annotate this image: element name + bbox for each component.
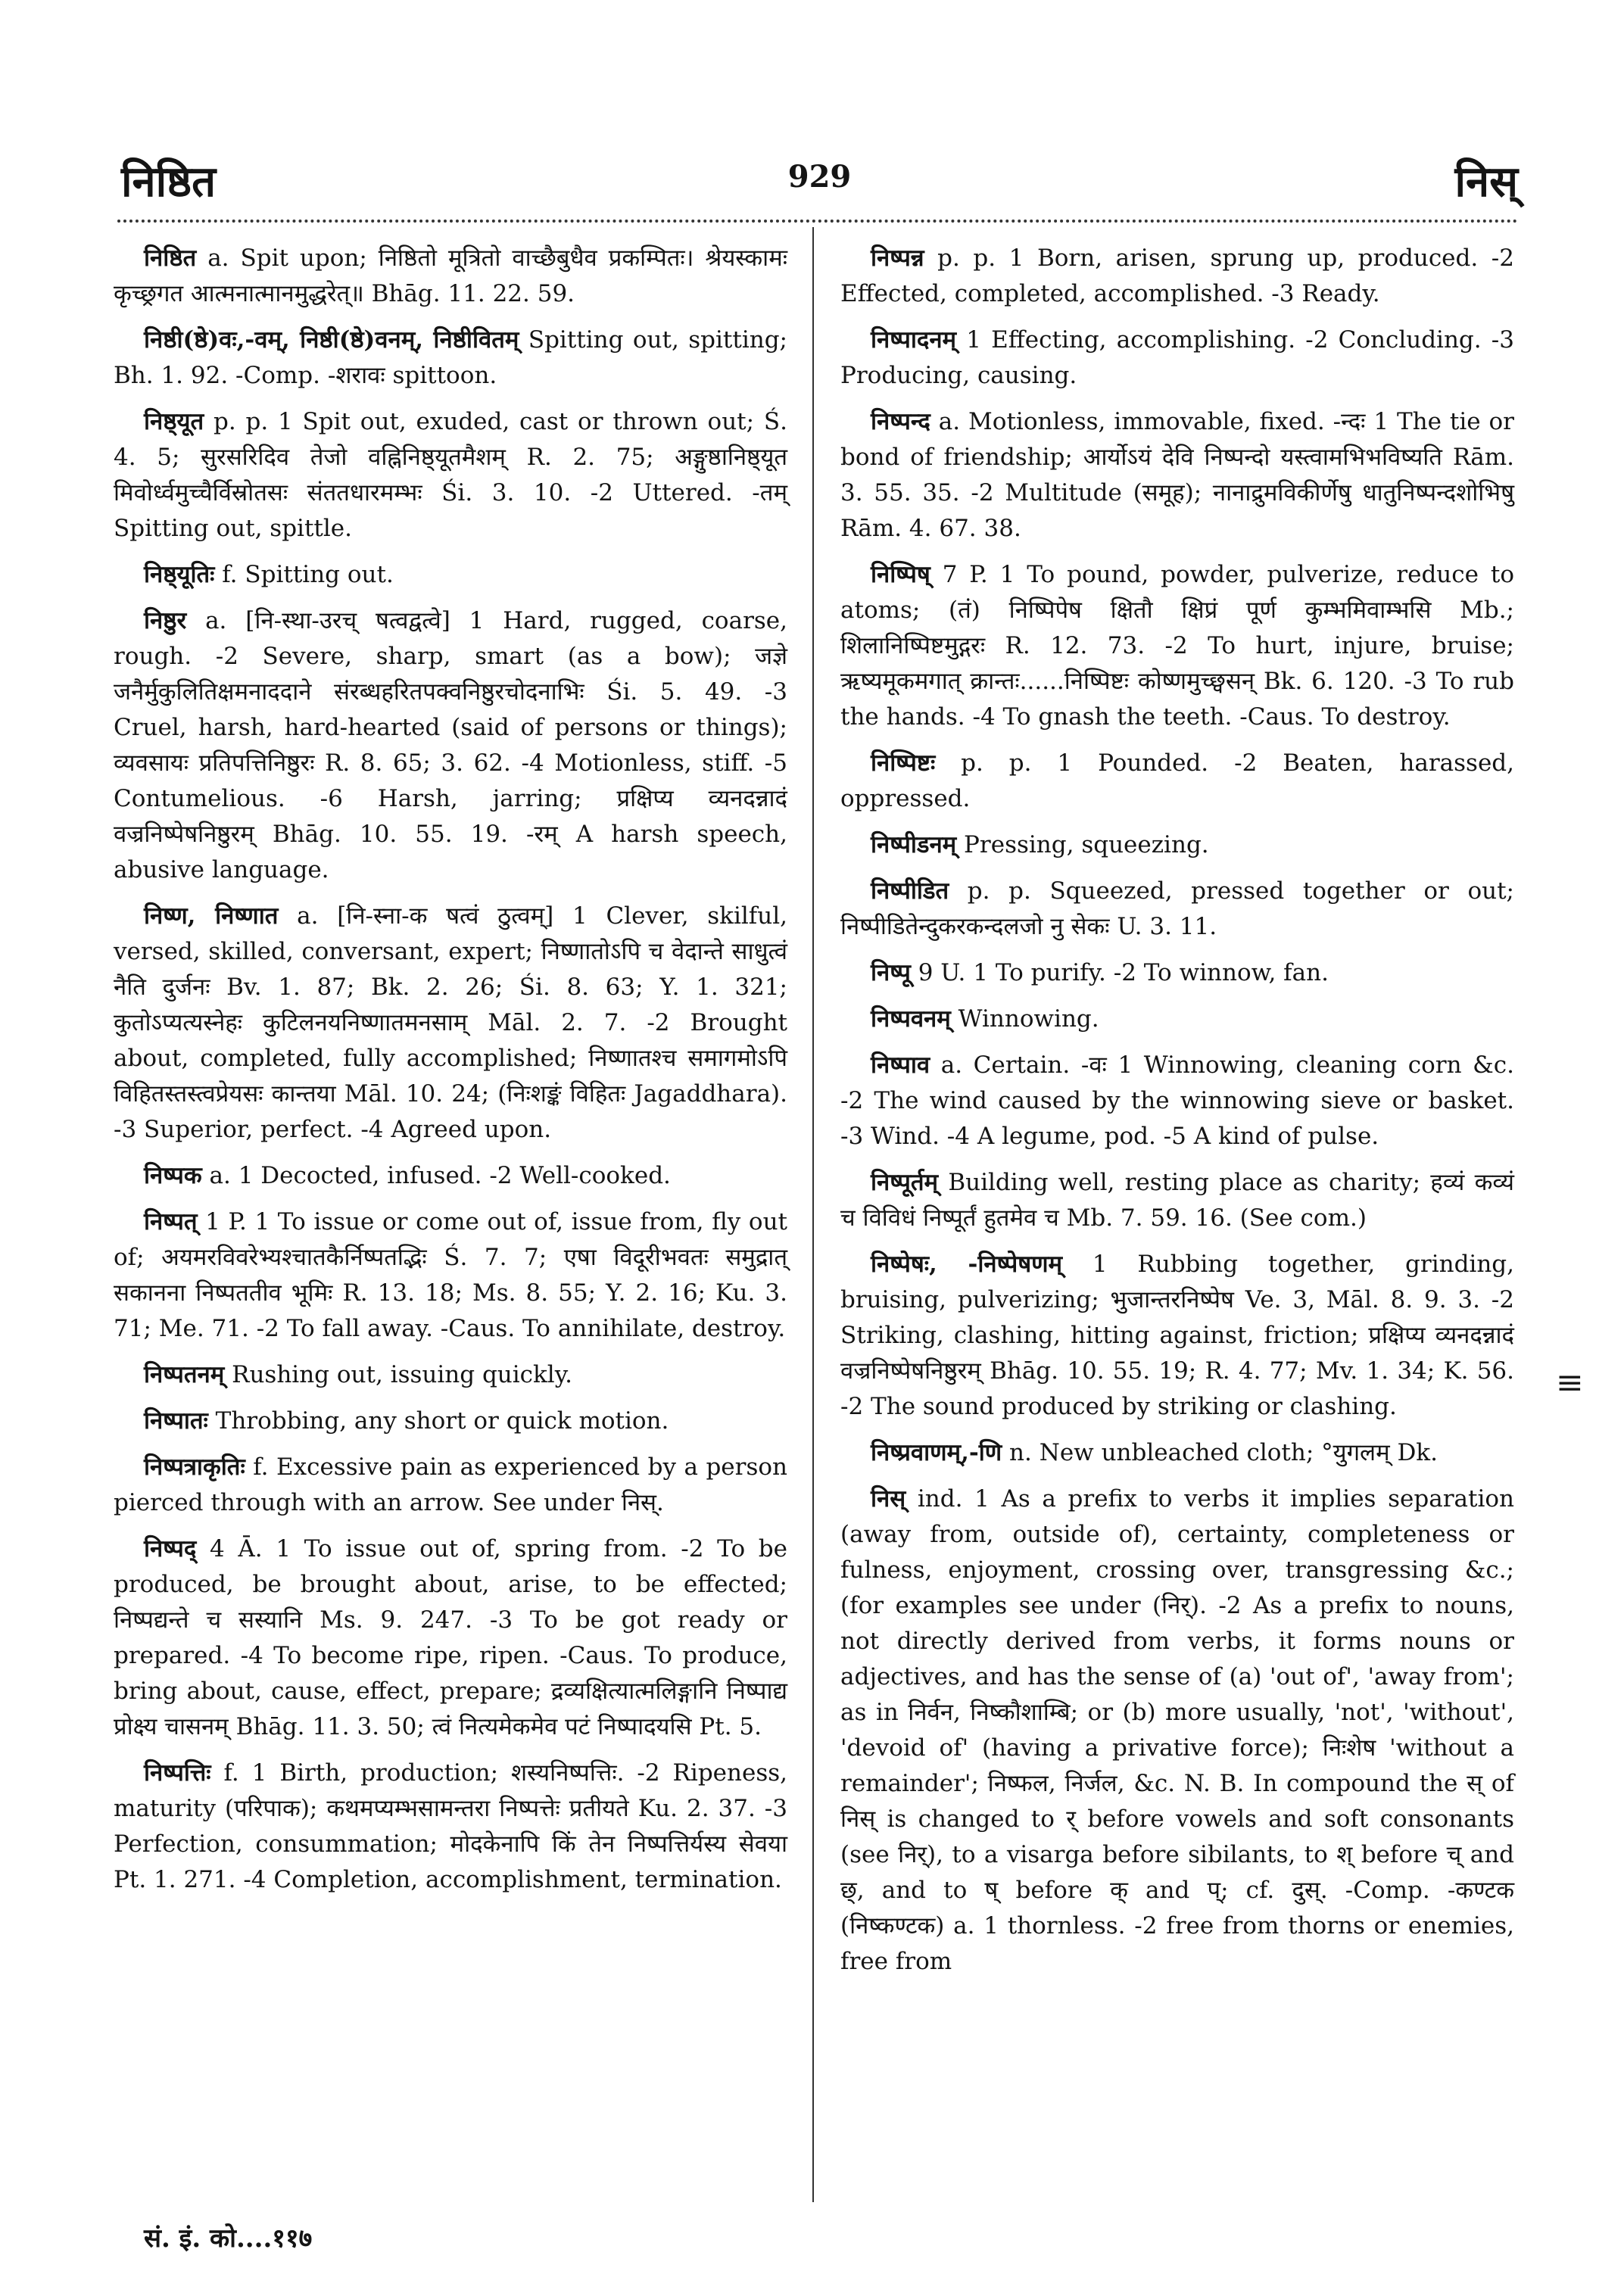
entry-definition: f. Spitting out. bbox=[222, 561, 394, 588]
entry-headword: निष्पन्द bbox=[871, 408, 930, 435]
entry-headword: निष्ठ्यूतिः bbox=[144, 561, 215, 588]
dictionary-entry bbox=[840, 1481, 1514, 1980]
entry-headword: निष्पन्न bbox=[871, 245, 924, 272]
entry-definition: f. Excessive pain as experienced by a person pierced through with an arrow. See under निस्. bbox=[114, 1453, 787, 1516]
entry-headword: निष्पू bbox=[871, 959, 911, 986]
entry-headword: निष्पीडित bbox=[871, 877, 949, 905]
dictionary-entry bbox=[114, 1756, 787, 1898]
dictionary-entry bbox=[840, 1247, 1514, 1425]
dictionary-entry bbox=[114, 603, 787, 888]
entry-definition: Winnowing. bbox=[958, 1005, 1099, 1033]
entry-headword: निष्पाव bbox=[871, 1051, 930, 1079]
dictionary-entry bbox=[114, 1158, 787, 1194]
entry-headword: निष्पवनम् bbox=[871, 1005, 951, 1033]
entry-definition: a. [नि-स्ना-क षत्वं ठुत्वम्] 1 Clever, skilful, versed, skilled, conversant, expert; निष्णातोऽपि च वेदान्ते साधुत्वं नैति दुर्जनः Bv. 1. 87; Bk. 2. 26; Śi. 8. 63; Y. 1. 321; कुतोऽप्यत्यस्नेहः कुटिलनयनिष्णातमनसाम् Māl. 2. 7. -2 Brought about, completed, fully accomplished; निष्णातश्च समागमोऽपि विहितस्तस्त्वप्रेयसः कान्तया Māl. 10. 24; (निःशङ्कं विहितः Jagaddhara). -3 Superior, perfect. -4 Agreed upon. bbox=[114, 902, 788, 1143]
dictionary-entry bbox=[114, 404, 787, 547]
entry-definition: Throbbing, any short or quick motion. bbox=[215, 1407, 669, 1435]
dictionary-entry bbox=[114, 557, 787, 593]
entry-definition: 7 P. 1 To pound, powder, pulverize, reduce to atoms; (तं) निष्पिपेष क्षितौ क्षिप्रं पूर्ण कुम्भमिवाम्भसि Mb.; शिलानिष्पिष्टमुद्गरः R. 12. 73. -2 To hurt, injure, bruise; ऋष्यमूकमगात् क्रान्तः......निष्पिष्टः कोष्णमुच्छ्वसन् Bk. 6. 120. -3 To rub the hands. -4 To gnash the teeth. -Caus. To destroy. bbox=[840, 561, 1514, 731]
entry-definition: p. p. 1 Pounded. -2 Beaten, harassed, oppressed. bbox=[840, 749, 1514, 812]
dictionary-entry bbox=[114, 322, 787, 394]
entry-definition: f. 1 Birth, production; शस्यनिष्पत्तिः. -2 Ripeness, maturity (परिपाक); कथमप्यम्भसामन्तरा निष्पत्तेः प्रतीयते Ku. 2. 37. -3 Perfection, consummation; मोदकेनापि किं तेन निष्पत्तिर्यस्य सेवया Pt. 1. 271. -4 Completion, accomplishment, termination. bbox=[114, 1759, 787, 1893]
dictionary-entry bbox=[840, 1002, 1514, 1037]
entry-headword: निष्पेषः, -निष्पेषणम् bbox=[871, 1251, 1063, 1278]
dictionary-entry bbox=[114, 1450, 787, 1521]
entry-definition: a. 1 Decocted, infused. -2 Well-cooked. bbox=[209, 1162, 671, 1189]
entry-definition: ind. 1 As a prefix to verbs it implies separation (away from, outside of), certainty, completeness or fulness, enjoyment, crossing over, transgressing &c.; (for examples see under (निर्). -2 As a prefix to nouns, not directly derived from verbs, it forms nouns or adjectives, and has the sense of (a) 'out of', 'away from'; as in निर्वन, निष्कौशाम्बि; or (b) more usually, 'not', 'without', 'devoid of' (having a privative force); निःशेष 'without a remainder'; निष्फल, निर्जल, &c. N. B. In compound the स् of निस् is changed to र् before vowels and soft consonants (see निर्), to a visarga before sibilants, to श् before च् and छ्, and to ष् before क् and प्; cf. दुस्. -Comp. -कण्टक (निष्कण्टक) a. 1 thornless. -2 free from thorns or enemies, free from bbox=[840, 1485, 1514, 1975]
dictionary-entry bbox=[114, 1404, 787, 1439]
dictionary-entry bbox=[840, 1048, 1514, 1154]
entry-definition: Rushing out, issuing quickly. bbox=[232, 1361, 572, 1388]
dictionary-entry bbox=[840, 874, 1514, 945]
entry-headword: निष्पादनम् bbox=[871, 326, 957, 354]
entry-headword: निष्पूर्तम् bbox=[871, 1169, 939, 1196]
header-rule bbox=[117, 220, 1518, 223]
entry-headword: निष्पक bbox=[144, 1162, 202, 1189]
page-number: 929 bbox=[787, 159, 852, 195]
thumb-index-icon: ≡ bbox=[1556, 1363, 1584, 1402]
dictionary-entry bbox=[114, 241, 787, 312]
entry-headword: निष्पातः bbox=[144, 1407, 208, 1435]
signature-mark: सं. इं. को....११७ bbox=[144, 2223, 313, 2254]
entry-definition: 1 Effecting, accomplishing. -2 Concluding. -3 Producing, causing. bbox=[840, 326, 1514, 389]
dictionary-entry bbox=[840, 1435, 1514, 1471]
column-divider bbox=[812, 227, 814, 2202]
right-column bbox=[840, 241, 1514, 1990]
entry-headword: निष्पिष् bbox=[871, 561, 930, 588]
entry-headword: निष्पतनम् bbox=[144, 1361, 225, 1388]
entry-definition: 1 Rubbing together, grinding, bruising, pulverizing; भुजान्तरनिष्पेष Ve. 3, Māl. 8. 9. 3. -2 Striking, clashing, hitting against, friction; प्रक्षिप्य व्यनदन्नादं वज्रनिष्पेषनिष्ठुरम् Bhāg. 10. 55. 19; R. 4. 77; Mv. 1. 34; K. 56. -2 The sound produced by striking or clashing. bbox=[840, 1251, 1515, 1420]
entry-definition: p. p. 1 Born, arisen, sprung up, produced. -2 Effected, completed, accomplished. -3 Ready. bbox=[840, 245, 1515, 307]
right-running-head: निस् bbox=[1454, 157, 1518, 207]
dictionary-entry bbox=[114, 1357, 787, 1393]
left-column bbox=[114, 241, 787, 1908]
entry-headword: निस् bbox=[871, 1485, 906, 1513]
entry-headword: निष्पत् bbox=[144, 1208, 198, 1235]
entry-definition: Building well, resting place as charity; हव्यं कव्यं च विविधं निष्पूर्तं हुतमेव च Mb. 7. 59. 16. (See com.) bbox=[840, 1169, 1515, 1232]
dictionary-entry bbox=[840, 955, 1514, 991]
entry-definition: a. Certain. -वः 1 Winnowing, cleaning corn &c. -2 The wind caused by the winnowing sieve or basket. -3 Wind. -4 A legume, pod. -5 A kind of pulse. bbox=[840, 1051, 1514, 1150]
entry-definition: Pressing, squeezing. bbox=[964, 831, 1209, 858]
entry-definition: Spitting out, spitting; Bh. 1. 92. -Comp. -शरावः spittoon. bbox=[114, 326, 787, 389]
entry-headword: निष्ण, निष्णात bbox=[144, 902, 279, 930]
entry-definition: a. Spit upon; निष्ठितो मूत्रितो वाच्छैबुधैव प्रकम्पितः। श्रेयस्कामः कृच्छ्रगत आत्मनात्मानमुद्धरेत्॥ Bhāg. 11. 22. 59. bbox=[114, 245, 787, 307]
entry-definition: 4 Ā. 1 To issue out of, spring from. -2 To be produced, be brought about, arise, to be effected; निष्पद्यन्ते च सस्यानि Ms. 9. 247. -3 To be got ready or prepared. -4 To become ripe, ripen. -Caus. To produce, bring about, cause, effect, prepare; द्रव्यक्षित्यात्मलिङ्गानि निष्पाद्य प्रोक्ष्य चासनम् Bhāg. 11. 3. 50; त्वं नित्यमेकमेव पटं निष्पादयसि Pt. 5. bbox=[114, 1535, 787, 1740]
dictionary-entry bbox=[840, 404, 1514, 547]
dictionary-entry bbox=[840, 557, 1514, 735]
dictionary-entry bbox=[840, 746, 1514, 817]
dictionary-entry bbox=[840, 322, 1514, 394]
entry-headword: निष्पीडनम् bbox=[871, 831, 957, 858]
entry-headword: निष्पत्राकृतिः bbox=[144, 1453, 245, 1481]
dictionary-entry bbox=[114, 1531, 787, 1745]
entry-headword: निष्प्रवाणम्,-णि bbox=[871, 1439, 1002, 1466]
dictionary-entry bbox=[840, 1165, 1514, 1236]
entry-definition: 1 P. 1 To issue or come out of, issue from, fly out of; अयमरविवरेभ्यश्चातकैर्निष्पतद्भिः Ś. 7. 7; एषा विदूरीभवतः समुद्रात् सकानना निष्पततीव भूमिः R. 13. 18; Ms. 8. 55; Y. 2. 16; Ku. 3. 71; Me. 71. -2 To fall away. -Caus. To annihilate, destroy. bbox=[114, 1208, 787, 1342]
entry-headword: निष्ठ्यूत bbox=[144, 408, 204, 435]
entry-headword: निष्ठुर bbox=[144, 607, 187, 634]
dictionary-entry bbox=[840, 241, 1514, 312]
left-running-head: निष्ठित bbox=[121, 157, 216, 207]
entry-headword: निष्पिष्टः bbox=[871, 749, 936, 777]
entry-definition: p. p. Squeezed, pressed together or out; निष्पीडितेन्दुकरकन्दलजो नु सेकः U. 3. 11. bbox=[840, 877, 1515, 940]
entry-headword: निष्पद् bbox=[144, 1535, 197, 1562]
entry-definition: n. New unbleached cloth; °युगलम् Dk. bbox=[1009, 1439, 1438, 1466]
dictionary-entry bbox=[114, 1204, 787, 1347]
entry-definition: 9 U. 1 To purify. -2 To winnow, fan. bbox=[918, 959, 1329, 986]
page-header bbox=[121, 151, 1518, 212]
entry-definition: a. [नि-स्था-उरच् षत्वद्वत्वे] 1 Hard, rugged, coarse, rough. -2 Severe, sharp, smart (as a bow); जज्ञे जनैर्मुकुलितिक्षमनाददाने संरब्धहरितपक्वनिष्ठुरचोदनाभिः Śi. 5. 49. -3 Cruel, harsh, hard-hearted (said of persons or things); व्यवसायः प्रतिपत्तिनिष्ठुरः R. 8. 65; 3. 62. -4 Motionless, stiff. -5 Contumelious. -6 Harsh, jarring; प्रक्षिप्य व्यनदन्नादं वज्रनिष्पेषनिष्ठुरम् Bhāg. 10. 55. 19. -रम् A harsh speech, abusive language. bbox=[114, 607, 788, 883]
entry-headword: निष्ठी(ष्ठे)वः,-वम्, निष्ठी(ष्ठे)वनम्, निष्ठीवितम् bbox=[144, 326, 519, 354]
dictionary-entry bbox=[114, 899, 787, 1148]
entry-headword: निष्पत्तिः bbox=[144, 1759, 211, 1787]
dictionary-entry bbox=[840, 827, 1514, 863]
entry-definition: p. p. 1 Spit out, exuded, cast or thrown out; Ś. 4. 5; सुरसरिदिव तेजो वह्निनिष्ठ्यूतमैशम् R. 2. 75; अङ्गुष्ठानिष्ठ्यूत मिवोर्ध्वमुच्चैर्विस्रोतसः संततधारमम्भः Śi. 3. 10. -2 Uttered. -तम् Spitting out, spittle. bbox=[114, 408, 787, 542]
entry-definition: a. Motionless, immovable, fixed. -न्दः 1 The tie or bond of friendship; आर्योऽयं देवि निष्पन्दो यस्त्वामभिभविष्यति Rām. 3. 55. 35. -2 Multitude (समूह); नानाद्रुमविकीर्णेषु धातुनिष्पन्दशोभिषु Rām. 4. 67. 38. bbox=[840, 408, 1514, 542]
entry-headword: निष्ठित bbox=[144, 245, 197, 272]
